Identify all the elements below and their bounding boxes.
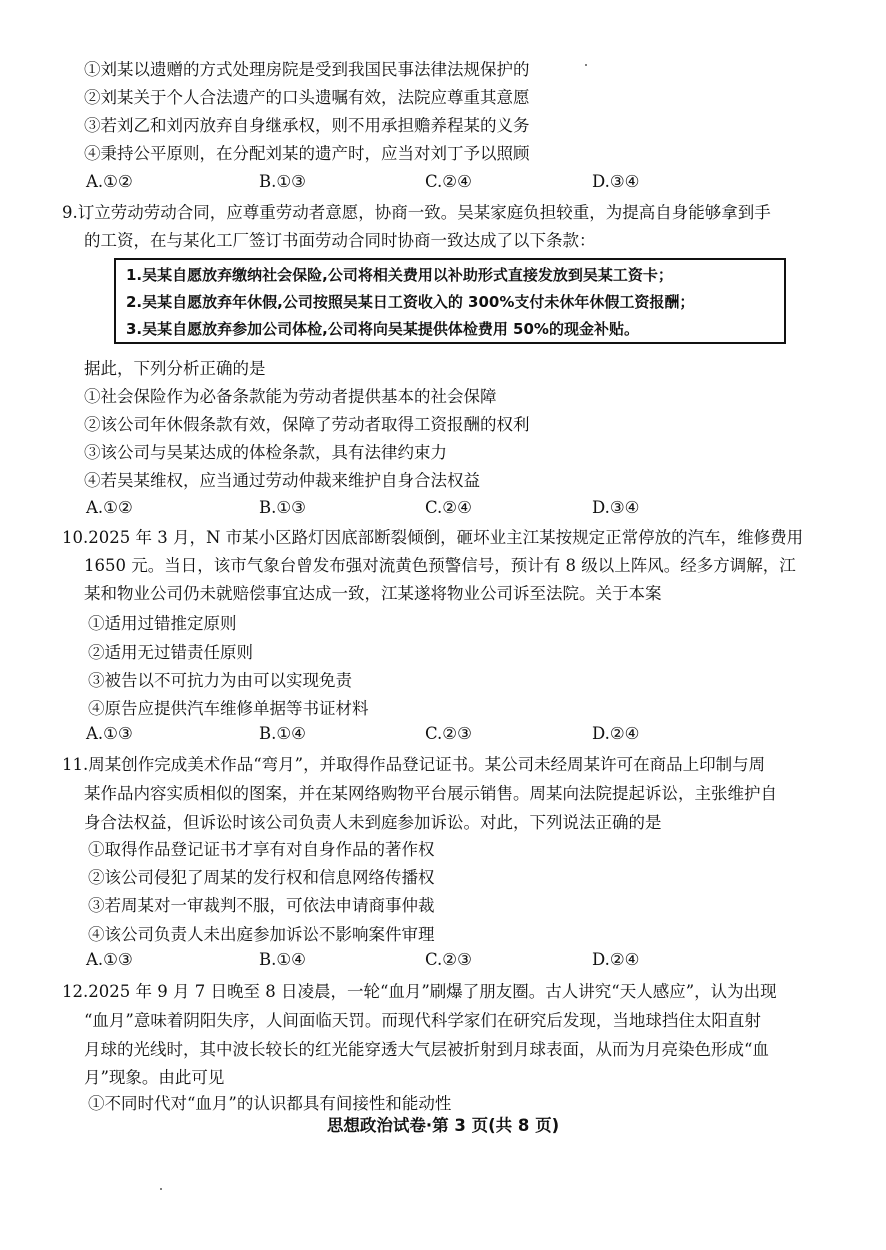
q12-stem-line-4: 月”现象。由此可见 xyxy=(84,1068,225,1087)
q10-statement-4: ④原告应提供汽车维修单据等书证材料 xyxy=(88,699,369,718)
q8-option-c: C.②④ xyxy=(425,172,472,191)
q11-stem-line-3: 身合法权益，但诉讼时该公司负责人未到庭参加诉讼。对此，下列说法正确的是 xyxy=(84,813,662,832)
q8-option-d: D.③④ xyxy=(592,172,640,191)
q11-stem-line-2: 某作品内容实质相似的图案，并在某网络购物平台展示销售。周某向法院提起诉讼，主张维护自 xyxy=(84,784,777,803)
q10-statement-3: ③被告以不可抗力为由可以实现免责 xyxy=(88,671,352,690)
q8-statement-3: ③若刘乙和刘丙放弃自身继承权，则不用承担赡养程某的义务 xyxy=(84,116,530,135)
q9-statement-4: ④若吴某维权，应当通过劳动仲裁来维护自身合法权益 xyxy=(84,471,480,490)
q11-option-a: A.①③ xyxy=(86,950,133,969)
q9-clause-3: 3.吴某自愿放弃参加公司体检,公司将向吴某提供体检费用 50%的现金补贴。 xyxy=(126,320,639,338)
q9-option-b: B.①③ xyxy=(259,498,306,517)
q11-stem-line-1: 11.周某创作完成美术作品“弯月”，并取得作品登记证书。某公司未经周某许可在商品上印制与周 xyxy=(62,755,766,774)
q10-option-b: B.①④ xyxy=(259,724,306,743)
q11-statement-2: ②该公司侵犯了周某的发行权和信息网络传播权 xyxy=(88,868,435,887)
q11-statement-3: ③若周某对一审裁判不服，可依法申请商事仲裁 xyxy=(88,896,435,915)
q8-option-b: B.①③ xyxy=(259,172,306,191)
q8-statement-2: ②刘某关于个人合法遗产的口头遗嘱有效，法院应尊重其意愿 xyxy=(84,88,530,107)
q11-option-b: B.①④ xyxy=(259,950,306,969)
q9-stem-line-2: 的工资，在与某化工厂签订书面劳动合同时协商一致达成了以下条款： xyxy=(84,231,596,250)
q12-stem-line-1: 12.2025 年 9 月 7 日晚至 8 日凌晨，一轮“血月”刷爆了朋友圈。古人讲究“天人感应”，认为出现 xyxy=(62,982,777,1001)
q9-statement-2: ②该公司年休假条款有效，保障了劳动者取得工资报酬的权利 xyxy=(84,415,530,434)
q9-option-a: A.①② xyxy=(86,498,133,517)
q8-option-a: A.①② xyxy=(86,172,133,191)
q9-statement-3: ③该公司与吴某达成的体检条款，具有法律约束力 xyxy=(84,443,447,462)
q9-clause-1: 1.吴某自愿放弃缴纳社会保险,公司将相关费用以补助形式直接发放到吴某工资卡； xyxy=(126,266,673,284)
q9-stem-line-1: 9.订立劳动劳动合同，应尊重劳动者意愿，协商一致。吴某家庭负担较重，为提高自身能够拿到手 xyxy=(62,203,771,222)
q11-statement-1: ①取得作品登记证书才享有对自身作品的著作权 xyxy=(88,840,435,859)
q9-option-d: D.③④ xyxy=(592,498,640,517)
scan-speck xyxy=(585,64,587,66)
q10-statement-2: ②适用无过错责任原则 xyxy=(88,643,253,662)
q10-option-c: C.②③ xyxy=(425,724,472,743)
q9-option-c: C.②④ xyxy=(425,498,472,517)
q10-option-d: D.②④ xyxy=(592,724,640,743)
q9-clause-2: 2.吴某自愿放弃年休假,公司按照吴某日工资收入的 300%支付未休年休假工资报酬； xyxy=(126,293,695,311)
q8-statement-1: ①刘某以遗赠的方式处理房院是受到我国民事法律法规保护的 xyxy=(84,60,530,79)
q9-prompt: 据此，下列分析正确的是 xyxy=(84,359,266,378)
q12-stem-line-2: “血月”意味着阴阳失序，人间面临天罚。而现代科学家们在研究后发现，当地球挡住太阳直射 xyxy=(84,1011,761,1030)
q10-stem-line-2: 1650 元。当日，该市气象台曾发布强对流黄色预警信号，预计有 8 级以上阵风。经多方调解，江 xyxy=(84,556,796,575)
page-footer: 思想政治试卷·第 3 页(共 8 页) xyxy=(326,1116,560,1135)
q12-stem-line-3: 月球的光线时，其中波长较长的红光能穿透大气层被折射到月球表面，从而为月亮染色形成“血 xyxy=(84,1040,769,1059)
q11-option-c: C.②③ xyxy=(425,950,472,969)
scan-speck xyxy=(160,1188,162,1190)
q10-statement-1: ①适用过错推定原则 xyxy=(88,614,237,633)
q9-clause-box xyxy=(114,258,786,344)
q11-option-d: D.②④ xyxy=(592,950,640,969)
q9-statement-1: ①社会保险作为必备条款能为劳动者提供基本的社会保障 xyxy=(84,387,497,406)
q10-stem-line-3: 某和物业公司仍未就赔偿事宜达成一致，江某遂将物业公司诉至法院。关于本案 xyxy=(84,584,662,603)
q10-option-a: A.①③ xyxy=(86,724,133,743)
q12-statement-1: ①不同时代对“血月”的认识都具有间接性和能动性 xyxy=(88,1094,452,1113)
q11-statement-4: ④该公司负责人未出庭参加诉讼不影响案件审理 xyxy=(88,925,435,944)
q10-stem-line-1: 10.2025 年 3 月，N 市某小区路灯因底部断裂倾倒，砸坏业主江某按规定正常停放的汽车，维修费用 xyxy=(62,528,804,547)
q8-statement-4: ④秉持公平原则，在分配刘某的遗产时，应当对刘丁予以照顾 xyxy=(84,144,530,163)
